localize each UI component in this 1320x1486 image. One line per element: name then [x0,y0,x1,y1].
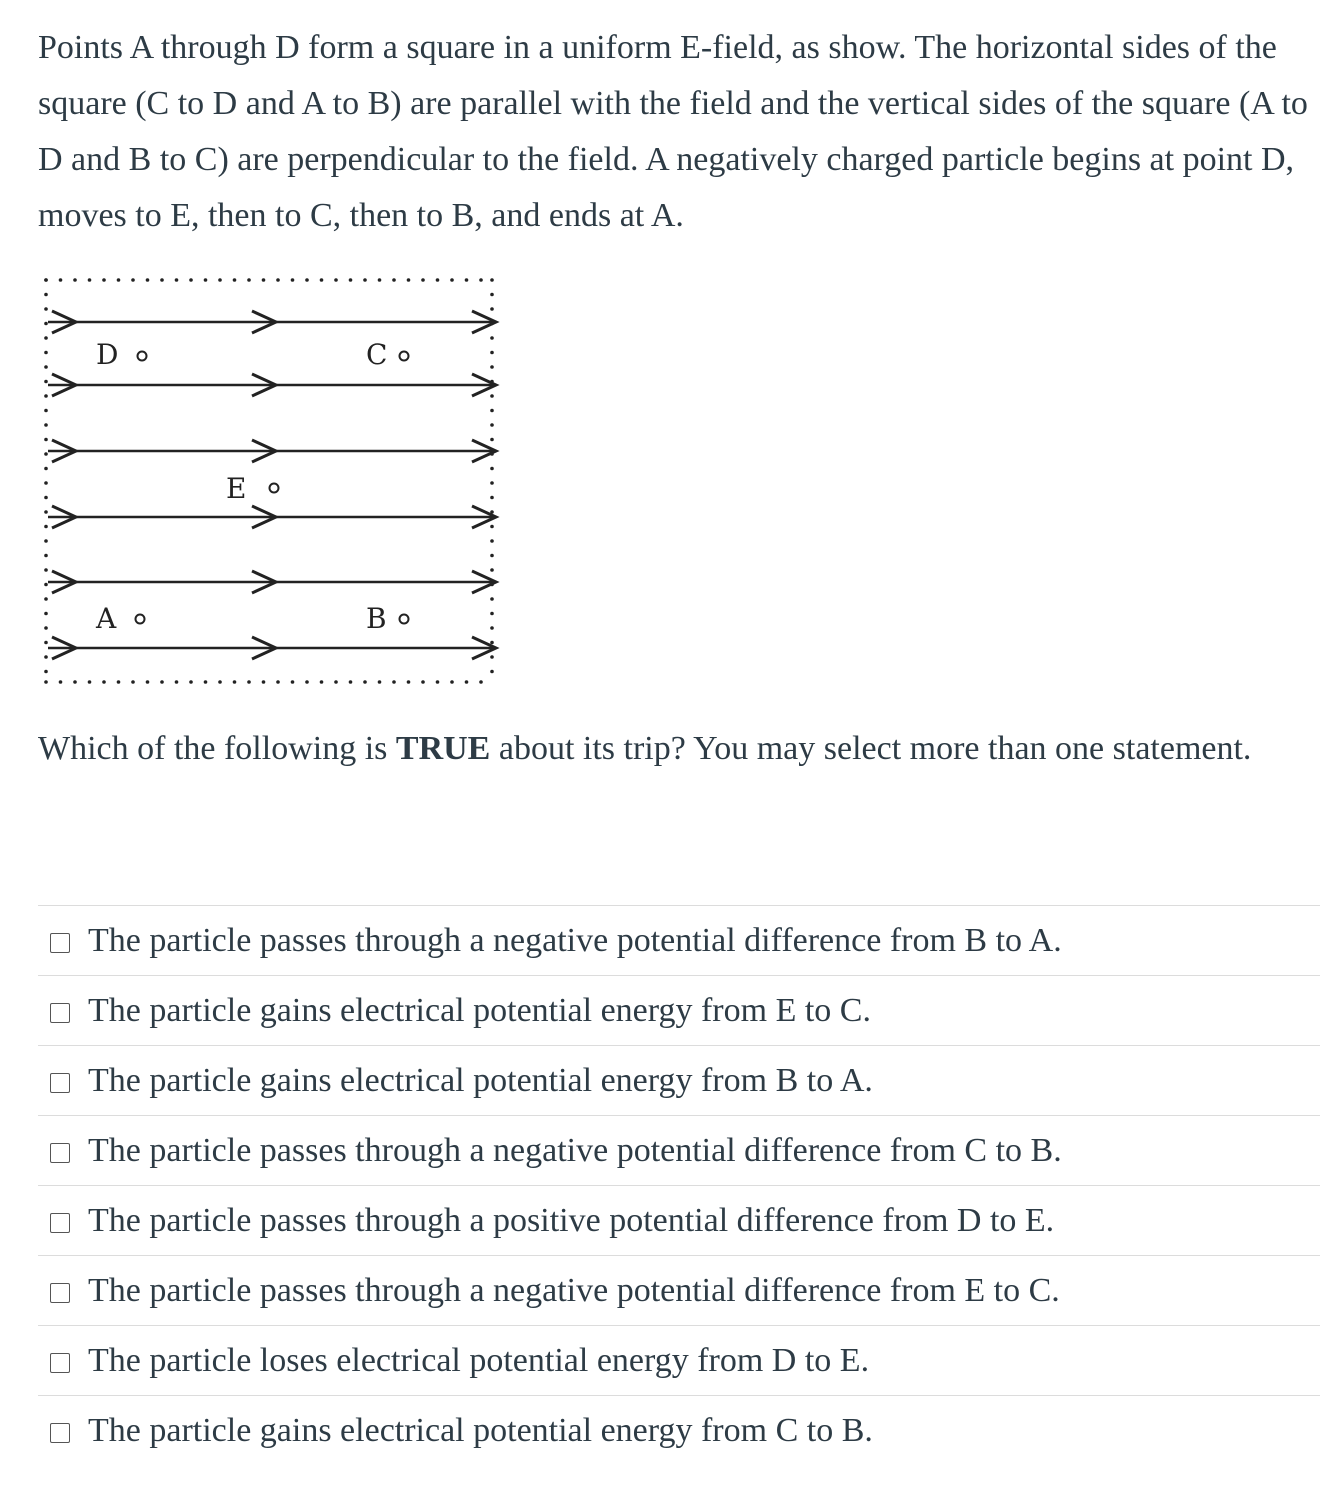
border-dot [44,525,48,529]
border-dot [490,438,494,442]
border-dot [490,568,494,572]
question-prompt [38,721,1308,777]
border-dot [175,680,179,684]
point-B-marker [400,615,409,624]
point-B [366,602,409,635]
point-E-marker [270,484,279,493]
border-dot [479,680,483,684]
border-dot [44,481,48,485]
border-dot [247,278,251,282]
border-dot [59,680,63,684]
point-A-marker [136,615,145,624]
border-dot [490,554,494,558]
answer-options [38,905,1320,1465]
border-dot [44,293,48,297]
border-dot [204,680,208,684]
border-dot [421,278,425,282]
question-prompt-after: about its trip? You may select more than one statement. [490,730,1252,767]
border-dot [436,680,440,684]
border-dot [490,612,494,616]
point-C [366,338,409,371]
point-A [95,602,145,635]
point-E [226,472,279,505]
border-dot [291,278,295,282]
border-dot [276,278,280,282]
point-A-label: A [96,602,117,635]
border-dot [490,365,494,369]
answer-checkbox[interactable] [50,1003,70,1023]
border-dot [102,680,106,684]
border-dot [450,278,454,282]
border-dot [73,278,77,282]
answer-option-text: The particle passes through a negative potential difference from C to B. [88,1131,1062,1169]
border-dot [117,278,121,282]
border-dot [490,539,494,543]
border-dot [44,680,48,684]
border-dot [233,680,237,684]
border-dot [44,278,48,282]
border-dot [436,278,440,282]
border-dot [59,278,63,282]
answer-option[interactable] [38,905,1320,975]
answer-checkbox[interactable] [50,1423,70,1443]
answer-option[interactable] [38,1185,1320,1255]
border-dot [490,409,494,413]
border-dot [320,680,324,684]
border-dot [363,278,367,282]
answer-checkbox[interactable] [50,1353,70,1373]
border-dot [44,409,48,413]
border-dot [88,680,92,684]
border-dot [44,423,48,427]
border-dot [490,278,494,282]
answer-checkbox[interactable] [50,1283,70,1303]
border-dot [233,278,237,282]
border-dot [450,680,454,684]
border-dot [44,626,48,630]
border-dot [146,278,150,282]
border-dot [305,278,309,282]
border-dot [349,680,353,684]
border-dot [117,680,121,684]
border-dot [44,583,48,587]
border-dot [44,438,48,442]
border-dot [44,307,48,311]
border-dot [465,278,469,282]
border-dot [490,655,494,659]
border-dot [44,322,48,326]
border-dot [160,680,164,684]
point-D-marker [138,352,147,361]
point-B-label: B [366,602,387,635]
border-dot [189,680,193,684]
border-dot [44,655,48,659]
border-dot [490,336,494,340]
border-dot [490,423,494,427]
answer-option[interactable] [38,1045,1320,1115]
border-dot [44,641,48,645]
answer-option-text: The particle passes through a negative potential difference from B to A. [88,921,1062,959]
border-dot [218,680,222,684]
border-dot [262,278,266,282]
border-dot [479,278,483,282]
border-dot [334,680,338,684]
border-dot [44,510,48,514]
border-dot [490,525,494,529]
border-dot [44,452,48,456]
border-dot [160,278,164,282]
border-dot [44,670,48,674]
answer-checkbox[interactable] [50,1213,70,1233]
answer-checkbox[interactable] [50,1143,70,1163]
border-dot [490,467,494,471]
border-dot [465,680,469,684]
answer-option-text: The particle passes through a positive potential difference from D to E. [88,1201,1055,1239]
border-dot [44,336,48,340]
answer-option-text: The particle loses electrical potential energy from D to E. [88,1341,870,1379]
border-dot [44,539,48,543]
border-dot [490,481,494,485]
efield-diagram [30,262,510,702]
point-E-label: E [226,472,247,505]
border-dot [131,680,135,684]
answer-option[interactable] [38,975,1320,1045]
point-C-marker [400,352,409,361]
border-dot [490,394,494,398]
answer-option-text: The particle gains electrical potential energy from C to B. [88,1411,873,1449]
question-prompt-before: Which of the following is [38,730,396,767]
border-dot [262,680,266,684]
border-dot [490,496,494,500]
border-dot [490,670,494,674]
border-dot [44,467,48,471]
border-dot [490,351,494,355]
border-dot [490,307,494,311]
border-dot [490,293,494,297]
border-dot [378,680,382,684]
answer-option-text: The particle passes through a negative potential difference from E to C. [88,1271,1060,1309]
border-dot [44,394,48,398]
point-C-label: C [366,338,388,371]
border-dot [44,496,48,500]
answer-checkbox[interactable] [50,1073,70,1093]
border-dot [146,680,150,684]
border-dot [291,680,295,684]
answer-option-text: The particle gains electrical potential energy from E to C. [88,991,871,1029]
border-dot [44,612,48,616]
border-dot [44,568,48,572]
point-D-label: D [96,338,119,371]
border-dot [363,680,367,684]
border-dot [349,278,353,282]
border-dot [276,680,280,684]
border-dot [44,351,48,355]
border-dot [305,680,309,684]
border-dot [218,278,222,282]
question-intro: Points A through D form a square in a uniform E-field, as show. The horizontal sides of the square (C to D and A to B) are parallel with the field and the vertical sides of the square (A to D and B to C) are perpendicular to the field. A negatively charged particle begins at point D, moves to E, then to C, then to B, and ends at A. [38,29,1308,234]
border-dot [44,554,48,558]
border-dot [490,626,494,630]
border-dot [204,278,208,282]
border-dot [73,680,77,684]
border-dot [392,680,396,684]
question-emphasis: TRUE [395,730,491,767]
border-dot [407,278,411,282]
border-dot [88,278,92,282]
border-dot [247,680,251,684]
answer-option-text: The particle gains electrical potential energy from B to A. [88,1061,873,1099]
border-dot [102,278,106,282]
border-dot [175,278,179,282]
answer-option[interactable] [38,1325,1320,1395]
border-dot [407,680,411,684]
border-dot [378,278,382,282]
border-dot [490,597,494,601]
answer-option[interactable] [38,1395,1320,1465]
answer-checkbox[interactable] [50,933,70,953]
border-dot [490,641,494,645]
point-D [96,338,147,371]
border-dot [320,278,324,282]
border-dot [44,597,48,601]
border-dot [392,278,396,282]
border-dot [131,278,135,282]
border-dot [44,380,48,384]
answer-option[interactable] [38,1255,1320,1325]
border-dot [44,365,48,369]
border-dot [189,278,193,282]
border-dot [421,680,425,684]
border-dot [334,278,338,282]
answer-option[interactable] [38,1115,1320,1185]
